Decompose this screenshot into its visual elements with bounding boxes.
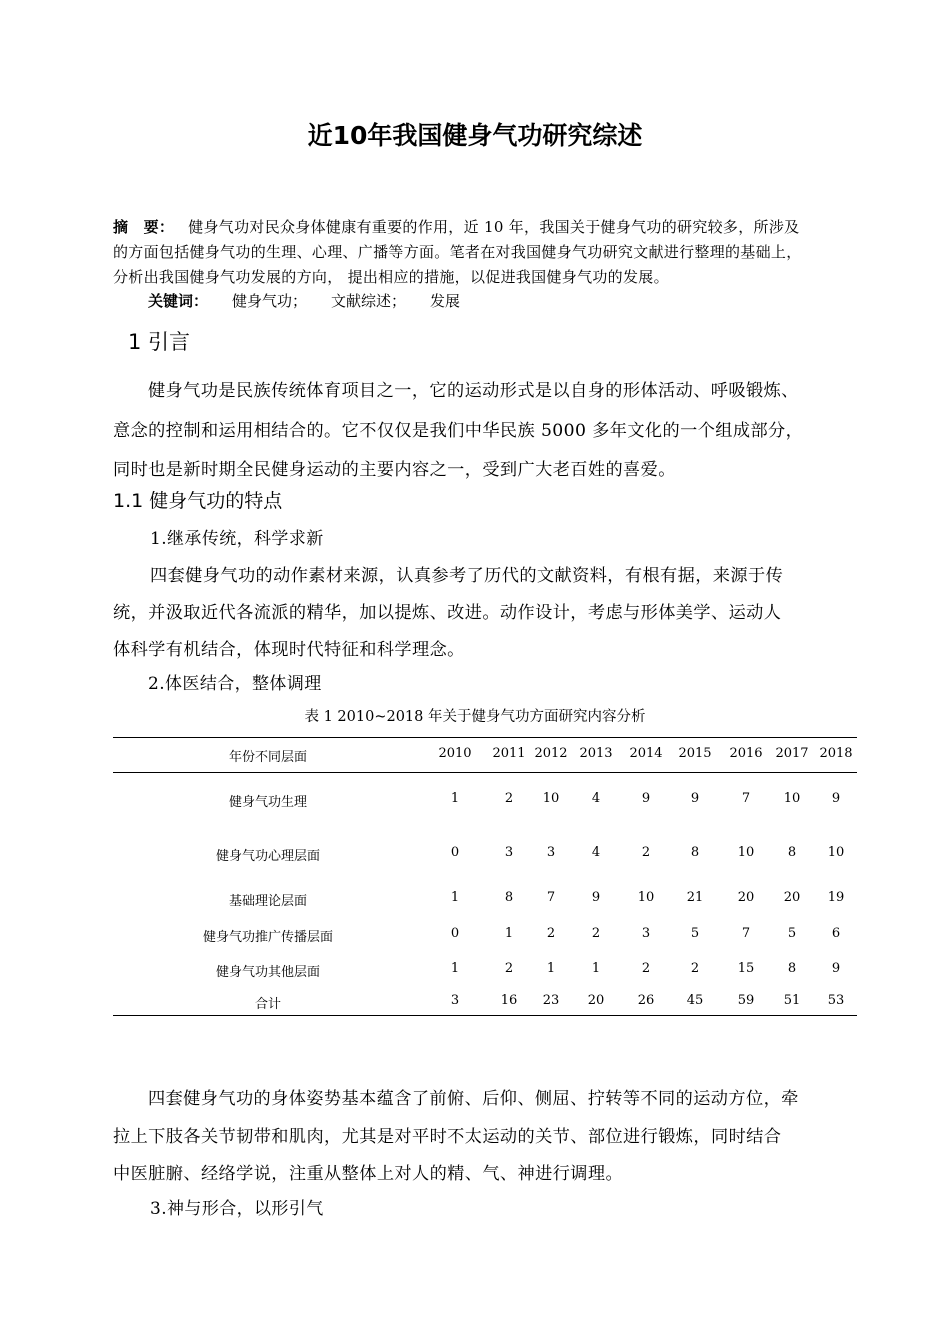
- paragraph-line: 四套健身气功的动作素材来源，认真参考了历代的文献资料，有根有据，来源于传: [150, 566, 784, 586]
- abstract-line-2: 的方面包括健身气功的生理、心理、广播等方面。笔者在对我国健身气功研究文献进行整理的基础上，: [113, 243, 802, 261]
- table-cell: 9: [591, 890, 601, 905]
- table-row-label: 基础理论层面: [228, 894, 308, 909]
- table-cell: 1: [546, 961, 556, 976]
- table-cell: 7: [741, 926, 751, 941]
- table-cell: 0: [450, 845, 460, 860]
- table-cell: 10: [542, 791, 560, 806]
- document-title: 近10年我国健身气功研究综述: [307, 121, 643, 150]
- table-header-year: 2010: [438, 746, 472, 761]
- table-cell: 10: [827, 845, 845, 860]
- keyword: 健身气功；: [232, 292, 308, 310]
- table-header-year: 2012: [534, 746, 568, 761]
- table-cell: 8: [787, 845, 797, 860]
- table-row-label: 健身气功心理层面: [215, 849, 321, 864]
- table-cell: 3: [450, 993, 460, 1008]
- table-cell: 2: [690, 961, 700, 976]
- table-row-label: 健身气功推广传播层面: [202, 930, 334, 945]
- table-cell: 8: [504, 890, 514, 905]
- table-header-year: 2016: [729, 746, 763, 761]
- table-header-year: 2011: [492, 746, 526, 761]
- table-header-year: 2017: [775, 746, 809, 761]
- point-heading-2: 2.体医结合，整体调理: [148, 674, 322, 694]
- paragraph-line: 中医脏腑、经络学说，注重从整体上对人的精、气、神进行调理。: [113, 1164, 624, 1184]
- table-cell: 10: [783, 791, 801, 806]
- table-cell: 7: [741, 791, 751, 806]
- table-header-row-label: 年份不同层面: [228, 750, 308, 765]
- table-bottom-rule: [113, 1015, 857, 1016]
- table-cell: 4: [591, 845, 601, 860]
- table-header-year: 2013: [579, 746, 613, 761]
- table-cell: 45: [686, 993, 704, 1008]
- table-cell: 1: [591, 961, 601, 976]
- table-cell: 9: [690, 791, 700, 806]
- table-cell: 1: [450, 961, 460, 976]
- table-cell: 10: [737, 845, 755, 860]
- section-heading-1: 1 引言: [128, 330, 191, 354]
- table-cell: 26: [637, 993, 655, 1008]
- table-header-year: 2014: [629, 746, 663, 761]
- table-cell: 2: [504, 791, 514, 806]
- table-header-rule: [113, 772, 857, 773]
- keyword: 发展: [430, 292, 461, 310]
- table-cell: 8: [690, 845, 700, 860]
- point-heading-1: 1.继承传统，科学求新: [150, 529, 324, 549]
- paragraph-line: 四套健身气功的身体姿势基本蕴含了前俯、后仰、侧屈、拧转等不同的运动方位，牵: [148, 1089, 799, 1109]
- table-cell: 1: [504, 926, 514, 941]
- table-cell: 23: [542, 993, 560, 1008]
- table-cell: 51: [783, 993, 801, 1008]
- paragraph-line: 统，并汲取近代各流派的精华，加以提炼、改进。动作设计，考虑与形体美学、运动人: [113, 603, 782, 623]
- paragraph-line: 体科学有机结合，体现时代特征和科学理念。: [113, 640, 465, 660]
- table-cell: 1: [450, 890, 460, 905]
- table-top-rule: [113, 737, 857, 738]
- table-cell: 1: [450, 791, 460, 806]
- table-row-label: 健身气功其他层面: [215, 965, 321, 980]
- table-cell: 8: [787, 961, 797, 976]
- point-heading-3: 3.神与形合，以形引气: [150, 1199, 324, 1219]
- table-caption: 表 1 2010~2018 年关于健身气功方面研究内容分析: [304, 709, 646, 725]
- table-cell: 3: [546, 845, 556, 860]
- table-cell: 21: [686, 890, 704, 905]
- keywords-label: 关键词：: [148, 292, 209, 310]
- table-cell: 10: [637, 890, 655, 905]
- table-cell: 7: [546, 890, 556, 905]
- table-cell: 2: [641, 845, 651, 860]
- table-cell: 20: [737, 890, 755, 905]
- table-cell: 0: [450, 926, 460, 941]
- section-heading-1-1: 1.1 健身气功的特点: [113, 490, 283, 512]
- paragraph-line: 健身气功是民族传统体育项目之一，它的运动形式是以自身的形体活动、呼吸锻炼、: [148, 381, 799, 401]
- table-row-label: 合计: [254, 997, 282, 1012]
- table-cell: 3: [641, 926, 651, 941]
- keyword: 文献综述；: [331, 292, 407, 310]
- abstract-label: 摘 要：: [113, 218, 175, 236]
- abstract-text-1: 健身气功对民众身体健康有重要的作用，近 10 年，我国关于健身气功的研究较多，所涉及: [188, 218, 800, 236]
- keywords: [148, 290, 460, 311]
- paragraph-line: 意念的控制和运用相结合的。它不仅仅是我们中华民族 5000 多年文化的一个组成部分，: [113, 421, 804, 441]
- table-cell: 5: [690, 926, 700, 941]
- table-cell: 16: [500, 993, 518, 1008]
- abstract-line-1: [113, 216, 799, 237]
- table-row-label: 健身气功生理: [228, 795, 308, 810]
- paragraph-line: 拉上下肢各关节韧带和肌肉，尤其是对平时不太运动的关节、部位进行锻炼，同时结合: [113, 1127, 782, 1147]
- paragraph-line: 同时也是新时期全民健身运动的主要内容之一，受到广大老百姓的喜爱。: [113, 460, 676, 480]
- table-cell: 15: [737, 961, 755, 976]
- table-cell: 59: [737, 993, 755, 1008]
- table-cell: 5: [787, 926, 797, 941]
- table-cell: 19: [827, 890, 845, 905]
- table-cell: 2: [591, 926, 601, 941]
- abstract-line-3: 分析出我国健身气功发展的方向， 提出相应的措施，以促进我国健身气功的发展。: [113, 268, 669, 286]
- table-cell: 4: [591, 791, 601, 806]
- table-cell: 9: [641, 791, 651, 806]
- table-cell: 20: [783, 890, 801, 905]
- table-cell: 3: [504, 845, 514, 860]
- table-cell: 2: [641, 961, 651, 976]
- table-cell: 9: [831, 961, 841, 976]
- table-header-year: 2015: [678, 746, 712, 761]
- table-cell: 53: [827, 993, 845, 1008]
- table-cell: 2: [546, 926, 556, 941]
- table-cell: 20: [587, 993, 605, 1008]
- table-cell: 2: [504, 961, 514, 976]
- table-cell: 6: [831, 926, 841, 941]
- table-cell: 9: [831, 791, 841, 806]
- table-header-year: 2018: [819, 746, 853, 761]
